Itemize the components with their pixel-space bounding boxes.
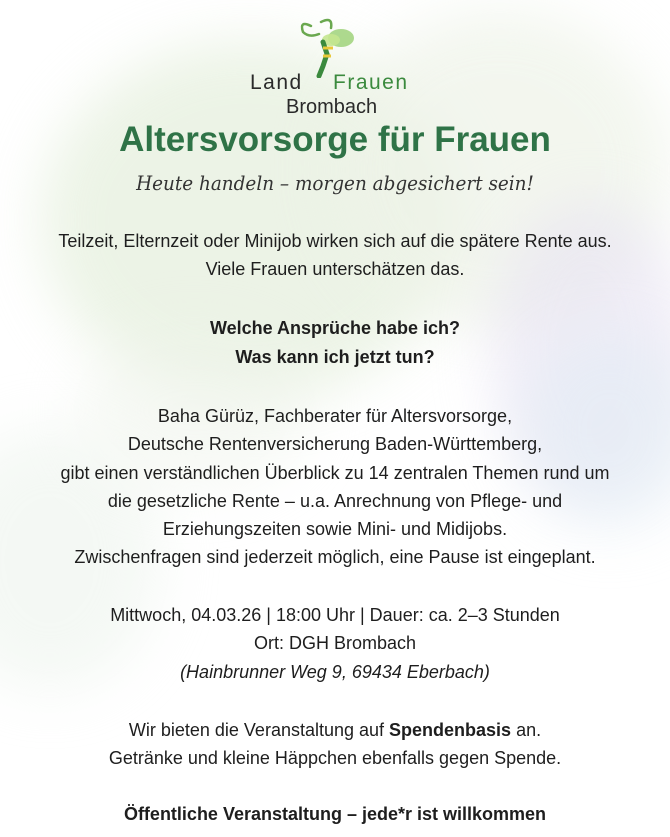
event-date-time: Mittwoch, 04.03.26 | 18:00 Uhr | Dauer: ca. 2–3 Stunden bbox=[110, 605, 560, 625]
logo-word-frauen: Frauen bbox=[333, 71, 409, 94]
event-location: Ort: DGH Brombach bbox=[253, 633, 417, 653]
description-line-4: die gesetzliche Rente – u.a. Anrechnung von Pflege- und bbox=[107, 491, 563, 511]
donation-suffix: an. bbox=[511, 720, 542, 740]
event-address: (Hainbrunner Weg 9, 69434 Eberbach) bbox=[180, 662, 490, 682]
intro-line-1: Teilzeit, Elternzeit oder Minijob wirken sich auf die spätere Rente aus. bbox=[58, 231, 612, 251]
description-line-1: Baha Gürüz, Fachberater für Altersvorsorge, bbox=[157, 406, 513, 426]
landfrauen-logo bbox=[248, 18, 423, 118]
logo-location: Brombach bbox=[286, 96, 378, 118]
footer-public-event: Öffentliche Veranstaltung – jede*r ist willkommen bbox=[123, 804, 547, 824]
description-line-2: Deutsche Rentenversicherung Baden-Württemberg, bbox=[127, 434, 543, 454]
description-line-6: Zwischenfragen sind jederzeit möglich, eine Pause ist eingeplant. bbox=[74, 547, 596, 567]
drinks-line: Getränke und kleine Häppchen ebenfalls gegen Spende. bbox=[108, 748, 562, 768]
logo-word-land: Land bbox=[250, 71, 303, 94]
page-subtitle: Heute handeln – morgen abgesichert sein! bbox=[136, 171, 534, 195]
donation-prefix: Wir bieten die Veranstaltung auf bbox=[128, 720, 390, 740]
bee-logo-icon bbox=[293, 18, 363, 78]
intro-line-2: Viele Frauen unterschätzen das. bbox=[205, 259, 465, 279]
description-line-5: Erziehungszeiten sowie Mini- und Midijobs. bbox=[162, 519, 508, 539]
question-2: Was kann ich jetzt tun? bbox=[235, 347, 435, 367]
donation-emphasis: Spendenbasis bbox=[389, 720, 512, 740]
question-1: Welche Ansprüche habe ich? bbox=[209, 318, 461, 338]
donation-line bbox=[0, 719, 670, 741]
description-line-3: gibt einen verständlichen Überblick zu 14 zentralen Themen rund um bbox=[60, 463, 610, 483]
page-title: Altersvorsorge für Frauen bbox=[119, 120, 551, 159]
